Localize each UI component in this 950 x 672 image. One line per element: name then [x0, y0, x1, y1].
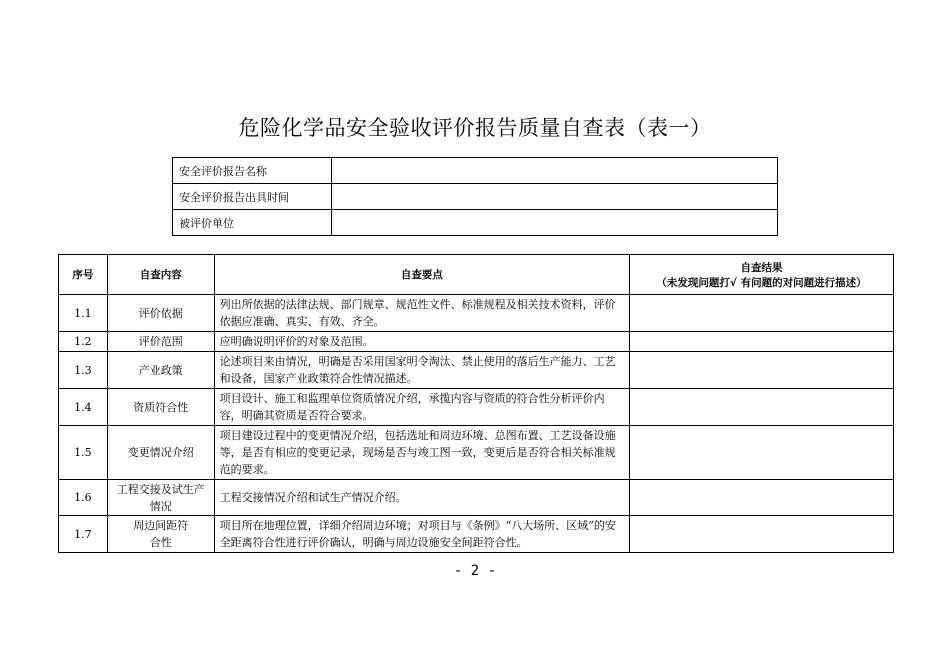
row-requirement: 论述项目来由情况，明确是否采用国家明令淘汰、禁止使用的落后生产能力、工艺和设备，国家产业政策符合性情况描述。 — [214, 352, 629, 389]
info-label: 安全评价报告出具时间 — [173, 184, 332, 210]
row-requirement: 项目所在地理位置，详细介绍周边环境；对项目与《条例》“八大场所、区域”的安全距离符合性进行评价确认，明确与周边设施安全间距符合性。 — [214, 516, 629, 553]
row-no: 1.3 — [59, 352, 108, 389]
row-requirement: 项目建设过程中的变更情况介绍，包括选址和周边环境、总图布置、工艺设备设施等，是否有相应的变更记录，现场是否与竣工图一致，变更后是否符合相关标准规范的要求。 — [214, 426, 629, 480]
row-content: 变更情况介绍 — [107, 426, 214, 480]
page-title: 危险化学品安全验收评价报告质量自查表（表一） — [238, 116, 712, 140]
row-no: 1.4 — [59, 389, 108, 426]
header-requirement: 自查要点 — [214, 255, 629, 295]
info-value — [332, 184, 778, 210]
table-row — [59, 516, 894, 553]
header-content: 自查内容 — [107, 255, 214, 295]
row-requirement: 项目设计、施工和监理单位资质情况介绍，承揽内容与资质的符合性分析评价内容，明确其资质是否符合要求。 — [214, 389, 629, 426]
header-result-note: （未发现问题打√ 有问题的对问题进行描述） — [656, 276, 867, 289]
row-content: 产业政策 — [107, 352, 214, 389]
row-result — [630, 352, 894, 389]
row-no: 1.5 — [59, 426, 108, 480]
header-row — [59, 255, 894, 295]
table-row — [59, 389, 894, 426]
info-row — [173, 184, 778, 210]
info-label: 安全评价报告名称 — [173, 158, 332, 184]
row-content: 评价依据 — [107, 295, 214, 332]
table-row — [59, 480, 894, 516]
row-requirement: 应明确说明评价的对象及范围。 — [214, 332, 629, 352]
row-result — [630, 295, 894, 332]
table-row — [59, 352, 894, 389]
row-content: 评价范围 — [107, 332, 214, 352]
table-row — [59, 295, 894, 332]
row-result — [630, 480, 894, 516]
header-no: 序号 — [59, 255, 108, 295]
table-row — [59, 426, 894, 480]
row-result — [630, 389, 894, 426]
row-result — [630, 332, 894, 352]
row-no: 1.1 — [59, 295, 108, 332]
header-result — [630, 255, 894, 295]
row-content: 工程交接及试生产情况 — [107, 480, 214, 516]
header-result-title: 自查结果 — [740, 261, 783, 274]
row-no: 1.2 — [59, 332, 108, 352]
row-requirement: 工程交接情况介绍和试生产情况介绍。 — [214, 480, 629, 516]
row-content: 资质符合性 — [107, 389, 214, 426]
row-result — [630, 516, 894, 553]
report-info-table — [172, 157, 778, 236]
table-row — [59, 332, 894, 352]
row-no: 1.6 — [59, 480, 108, 516]
self-check-table — [58, 254, 894, 553]
row-result — [630, 426, 894, 480]
info-value — [332, 210, 778, 236]
row-no: 1.7 — [59, 516, 108, 553]
page-number: - 2 - — [453, 563, 497, 579]
info-row — [173, 158, 778, 184]
row-content: 周边间距符合性 — [107, 516, 214, 553]
info-value — [332, 158, 778, 184]
info-row — [173, 210, 778, 236]
info-label: 被评价单位 — [173, 210, 332, 236]
row-requirement: 列出所依据的法律法规、部门规章、规范性文件、标准规程及相关技术资料，评价依据应准确、真实、有效、齐全。 — [214, 295, 629, 332]
